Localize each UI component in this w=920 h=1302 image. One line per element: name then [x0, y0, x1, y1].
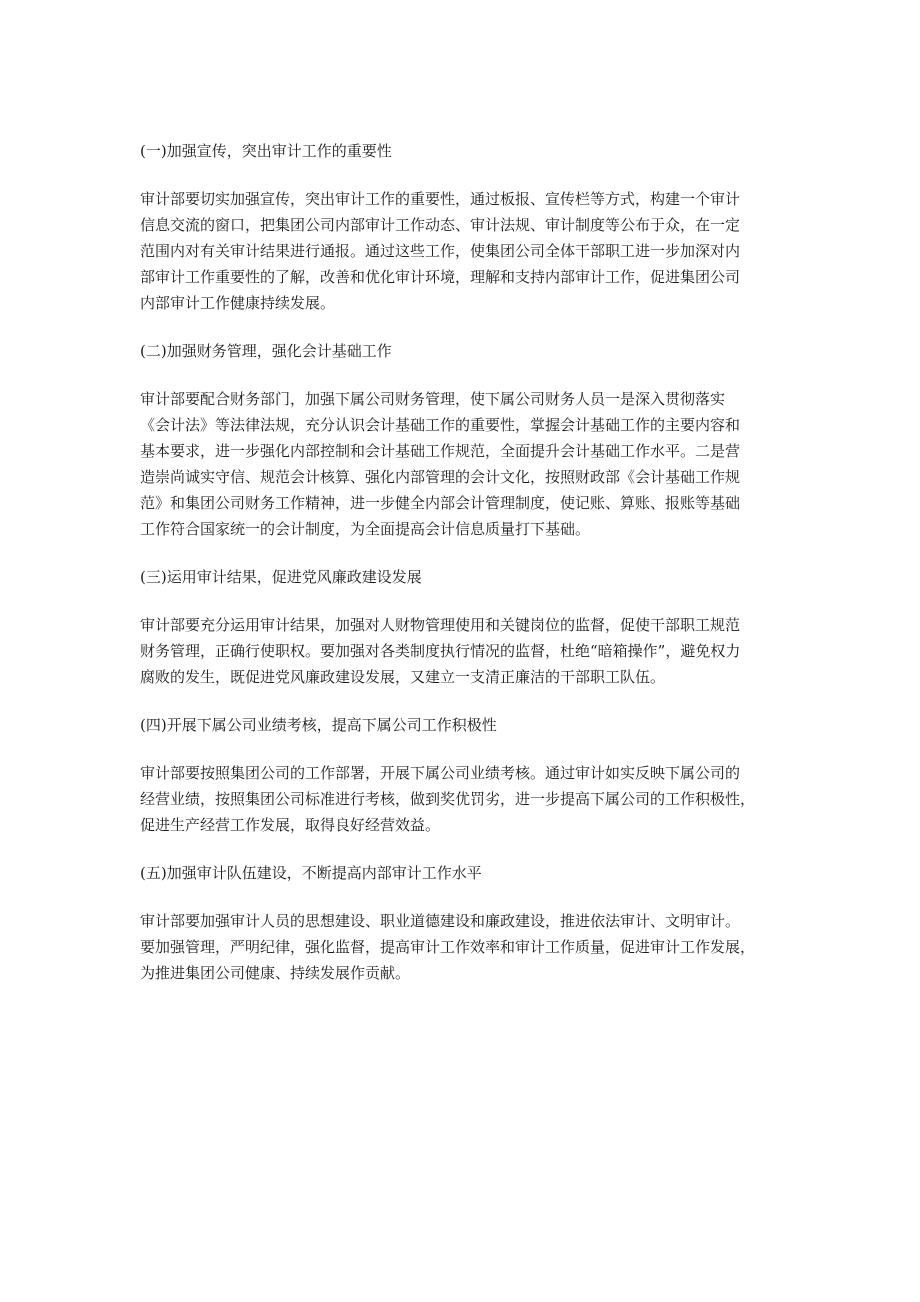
section-1: [140, 138, 782, 316]
paragraph-line: 部审计工作重要性的了解，改善和优化审计环境，理解和支持内部审计工作，促进集团公司: [140, 268, 741, 286]
paragraph-line: 内部审计工作健康持续发展。: [140, 294, 336, 312]
section-heading: (五)加强审计队伍建设，不断提高内部审计工作水平: [140, 864, 482, 882]
paragraph-line: 促进生产经营工作发展，取得良好经营效益。: [140, 816, 441, 834]
paragraph-line: 工作符合国家统一的会计制度，为全面提高会计信息质量打下基础。: [140, 520, 591, 538]
section-2: [140, 338, 782, 542]
section-heading: (二)加强财务管理，强化会计基础工作: [140, 342, 392, 360]
section-3: [140, 564, 782, 690]
section-5: [140, 860, 782, 986]
section-paragraph: [140, 760, 782, 838]
paragraph-line: 范》和集团公司财务工作精神，进一步健全内部会计管理制度，使记账、算账、报账等基础: [140, 494, 741, 512]
section-paragraph: [140, 908, 782, 986]
section-4: [140, 712, 782, 838]
section-heading: (一)加强宣传，突出审计工作的重要性: [140, 142, 392, 160]
section-paragraph: [140, 186, 782, 316]
paragraph-line: 审计部要加强审计人员的思想建设、职业道德建设和廉政建设，推进依法审计、文明审计。: [140, 912, 741, 930]
section-paragraph: [140, 386, 782, 542]
paragraph-line: 审计部要充分运用审计结果，加强对人财物管理使用和关键岗位的监督，促使干部职工规范: [140, 616, 741, 634]
document-body: [140, 138, 782, 1008]
paragraph-line: 经营业绩，按照集团公司标准进行考核，做到奖优罚劣，进一步提高下属公司的工作积极性，: [140, 790, 756, 808]
paragraph-line: 审计部要配合财务部门，加强下属公司财务管理，使下属公司财务人员一是深入贯彻落实: [140, 390, 726, 408]
paragraph-line: 信息交流的窗口，把集团公司内部审计工作动态、审计法规、审计制度等公布于众，在一定: [140, 216, 741, 234]
paragraph-line: 《会计法》等法律法规，充分认识会计基础工作的重要性，掌握会计基础工作的主要内容和: [140, 416, 741, 434]
paragraph-line: 腐败的发生，既促进党风廉政建设发展，又建立一支清正廉洁的干部职工队伍。: [140, 668, 666, 686]
section-heading: (四)开展下属公司业绩考核，提高下属公司工作积极性: [140, 716, 497, 734]
paragraph-line: 基本要求，进一步强化内部控制和会计基础工作规范，全面提升会计基础工作水平。二是营: [140, 442, 741, 460]
paragraph-line: 造崇尚诚实守信、规范会计核算、强化内部管理的会计文化，按照财政部《会计基础工作规: [140, 468, 741, 486]
paragraph-line: 要加强管理，严明纪律，强化监督，提高审计工作效率和审计工作质量，促进审计工作发展，: [140, 938, 756, 956]
section-heading: (三)运用审计结果，促进党风廉政建设发展: [140, 568, 422, 586]
paragraph-line: 审计部要按照集团公司的工作部署，开展下属公司业绩考核。通过审计如实反映下属公司的: [140, 764, 741, 782]
section-paragraph: [140, 612, 782, 690]
paragraph-line: 财务管理，正确行使职权。要加强对各类制度执行情况的监督，杜绝“暗箱操作”，避免权力: [140, 642, 741, 660]
paragraph-line: 为推进集团公司健康、持续发展作贡献。: [140, 964, 411, 982]
paragraph-line: 范围内对有关审计结果进行通报。通过这些工作，使集团公司全体干部职工进一步加深对内: [140, 242, 741, 260]
paragraph-line: 审计部要切实加强宣传，突出审计工作的重要性，通过板报、宣传栏等方式，构建一个审计: [140, 190, 741, 208]
